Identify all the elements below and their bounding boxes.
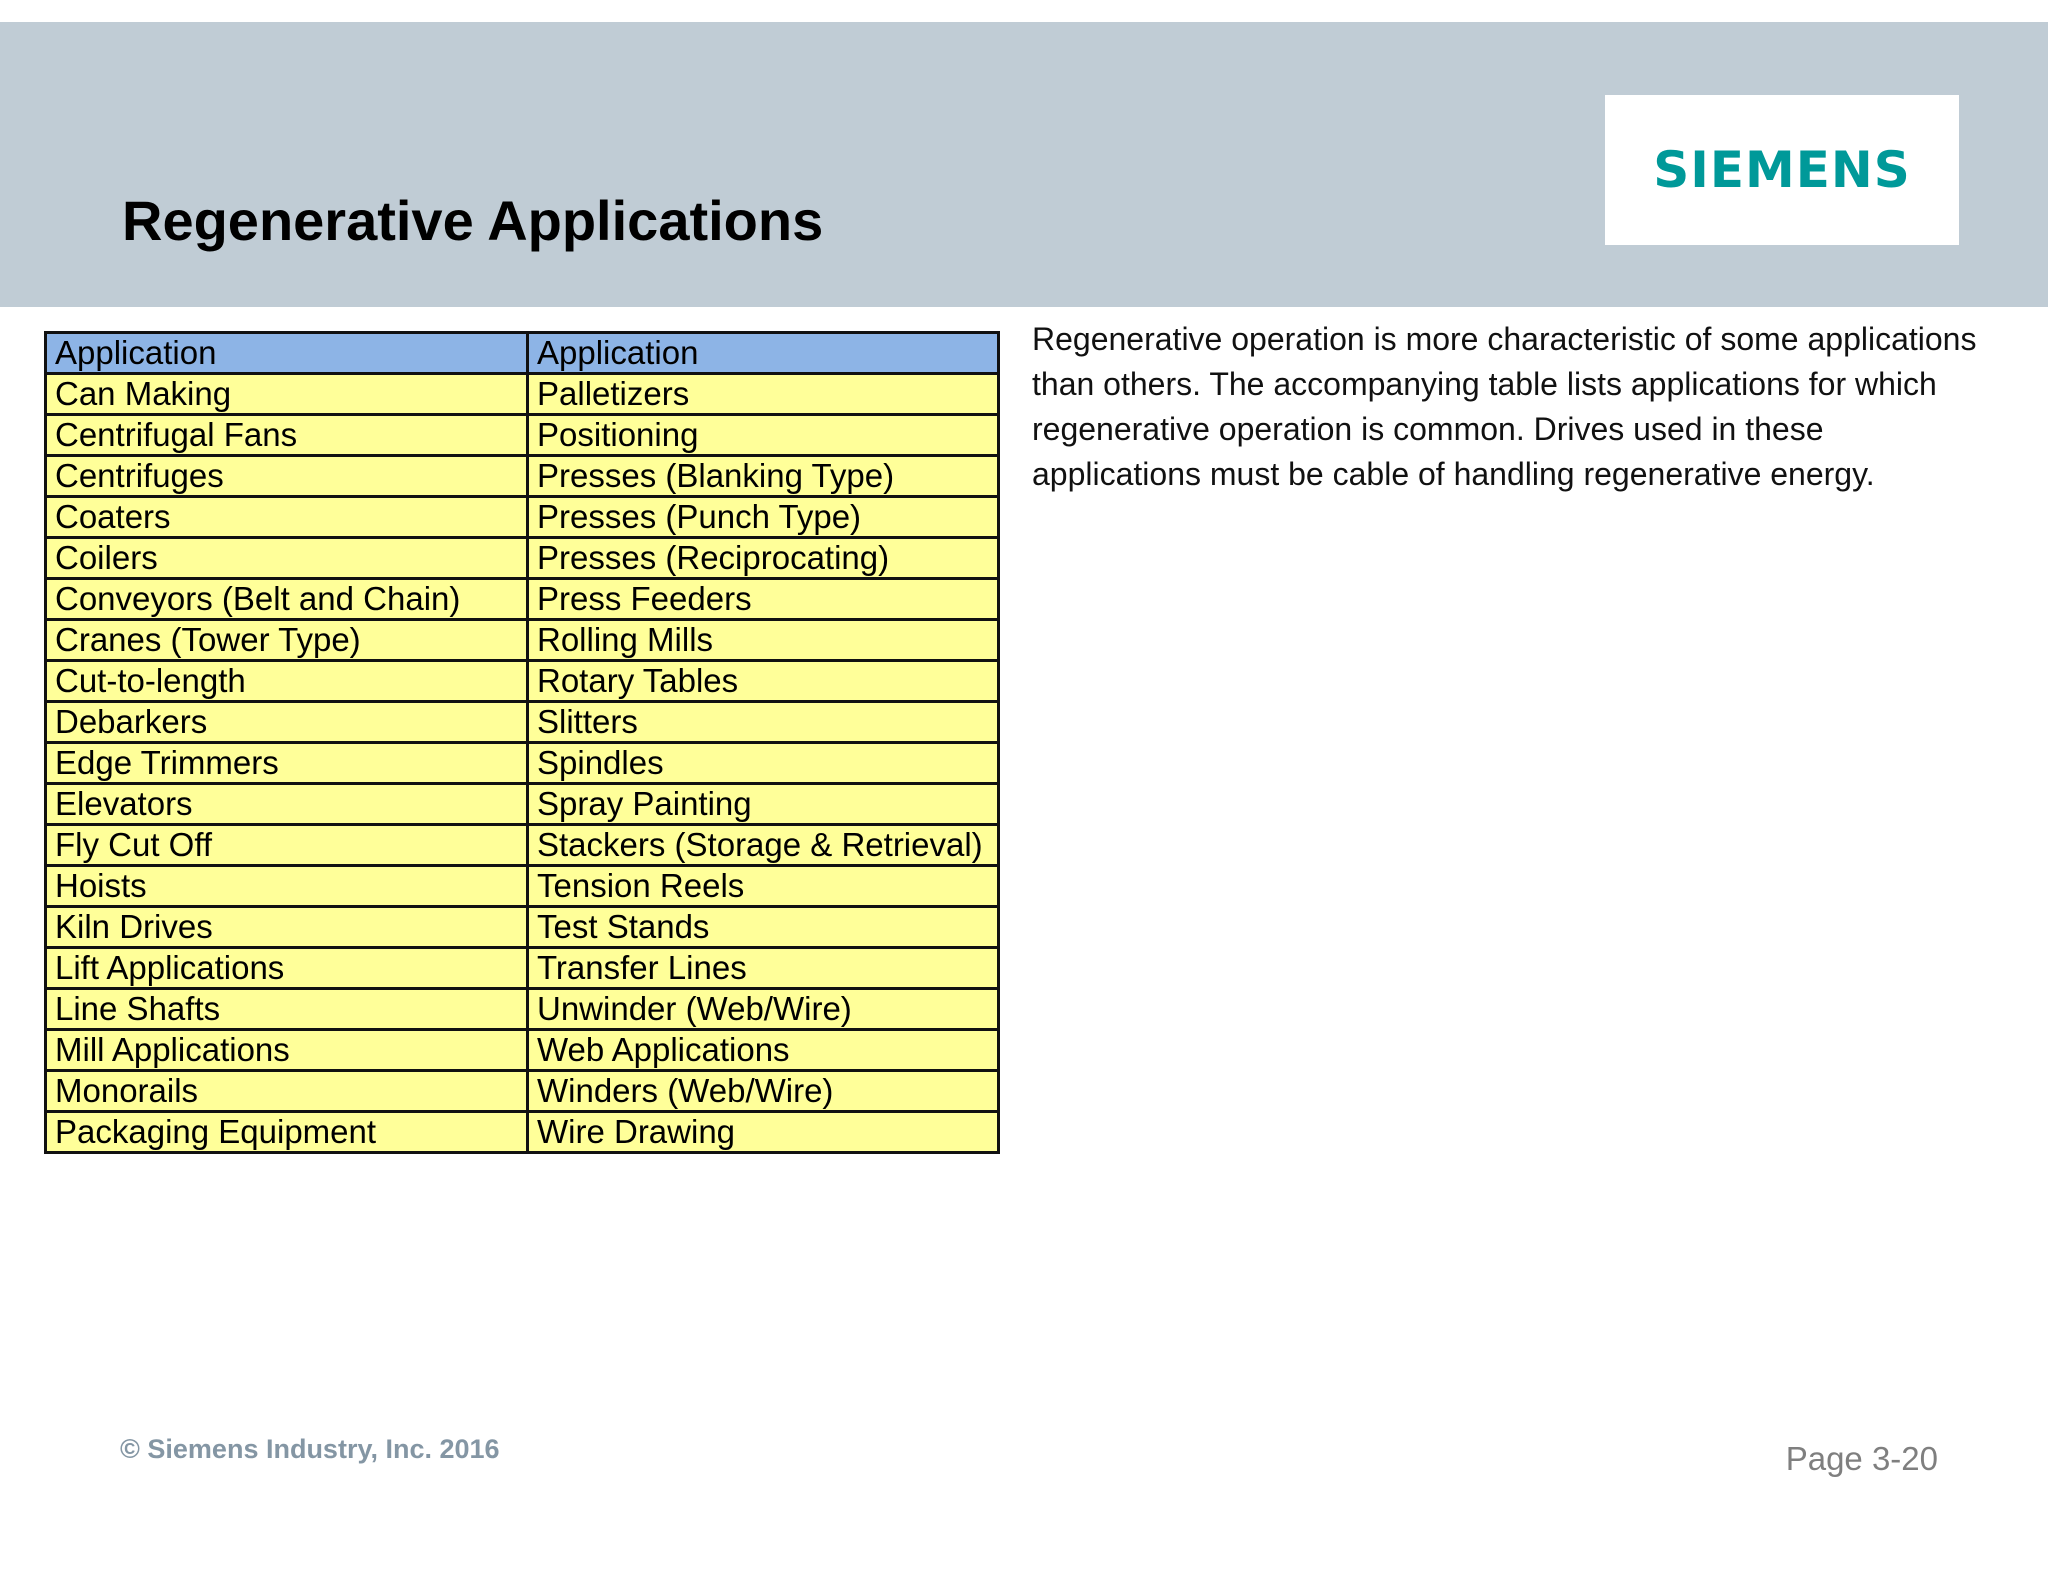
table-cell: Rotary Tables <box>528 661 999 702</box>
column-header: Application <box>46 333 528 374</box>
table-cell: Coilers <box>46 538 528 579</box>
table-cell: Winders (Web/Wire) <box>528 1071 999 1112</box>
table-cell: Rolling Mills <box>528 620 999 661</box>
table-row <box>46 1071 999 1112</box>
table-cell: Debarkers <box>46 702 528 743</box>
table-cell: Spray Painting <box>528 784 999 825</box>
table-cell: Coaters <box>46 497 528 538</box>
table-cell: Edge Trimmers <box>46 743 528 784</box>
table-cell: Elevators <box>46 784 528 825</box>
table-row <box>46 743 999 784</box>
table-cell: Centrifuges <box>46 456 528 497</box>
table-cell: Conveyors (Belt and Chain) <box>46 579 528 620</box>
table-cell: Monorails <box>46 1071 528 1112</box>
table-cell: Presses (Blanking Type) <box>528 456 999 497</box>
column-header: Application <box>528 333 999 374</box>
table-row <box>46 784 999 825</box>
table-row <box>46 702 999 743</box>
table-row <box>46 948 999 989</box>
table-row <box>46 456 999 497</box>
table-cell: Palletizers <box>528 374 999 415</box>
table-cell: Cranes (Tower Type) <box>46 620 528 661</box>
copyright-notice: © Siemens Industry, Inc. 2016 <box>120 1434 500 1464</box>
table-cell: Presses (Reciprocating) <box>528 538 999 579</box>
table-cell: Web Applications <box>528 1030 999 1071</box>
table-cell: Hoists <box>46 866 528 907</box>
description-paragraph: Regenerative operation is more characteristic of some applications than others. The accompanying table lists applications for which regenerative operation is common. Drives used in these applications must be cable of handling regenerative energy. <box>1032 321 1977 492</box>
table-cell: Mill Applications <box>46 1030 528 1071</box>
table-cell: Packaging Equipment <box>46 1112 528 1153</box>
page-title: Regenerative Applications <box>122 189 824 252</box>
table-row <box>46 538 999 579</box>
table-row <box>46 1030 999 1071</box>
table-cell: Positioning <box>528 415 999 456</box>
table-row <box>46 579 999 620</box>
table-cell: Kiln Drives <box>46 907 528 948</box>
table-cell: Press Feeders <box>528 579 999 620</box>
table-cell: Stackers (Storage & Retrieval) <box>528 825 999 866</box>
applications-table <box>44 331 1000 1154</box>
table-cell: Lift Applications <box>46 948 528 989</box>
table-cell: Fly Cut Off <box>46 825 528 866</box>
table-header-row <box>46 333 999 374</box>
table-cell: Slitters <box>528 702 999 743</box>
table-cell: Spindles <box>528 743 999 784</box>
logo-text: SIEMENS <box>1653 141 1911 199</box>
table-cell: Can Making <box>46 374 528 415</box>
table-body <box>46 374 999 1153</box>
table-row <box>46 825 999 866</box>
table-cell: Presses (Punch Type) <box>528 497 999 538</box>
table-row <box>46 989 999 1030</box>
table-row <box>46 415 999 456</box>
table-row <box>46 661 999 702</box>
table-cell: Line Shafts <box>46 989 528 1030</box>
table-row <box>46 497 999 538</box>
table-row <box>46 907 999 948</box>
table-cell: Centrifugal Fans <box>46 415 528 456</box>
table-row <box>46 374 999 415</box>
page-number: Page 3-20 <box>1785 1440 1938 1477</box>
table-cell: Transfer Lines <box>528 948 999 989</box>
siemens-logo <box>1605 95 1959 245</box>
table-row <box>46 620 999 661</box>
table-row <box>46 1112 999 1153</box>
table-cell: Tension Reels <box>528 866 999 907</box>
table-row <box>46 866 999 907</box>
table-cell: Wire Drawing <box>528 1112 999 1153</box>
table-cell: Unwinder (Web/Wire) <box>528 989 999 1030</box>
table-cell: Test Stands <box>528 907 999 948</box>
table-cell: Cut-to-length <box>46 661 528 702</box>
